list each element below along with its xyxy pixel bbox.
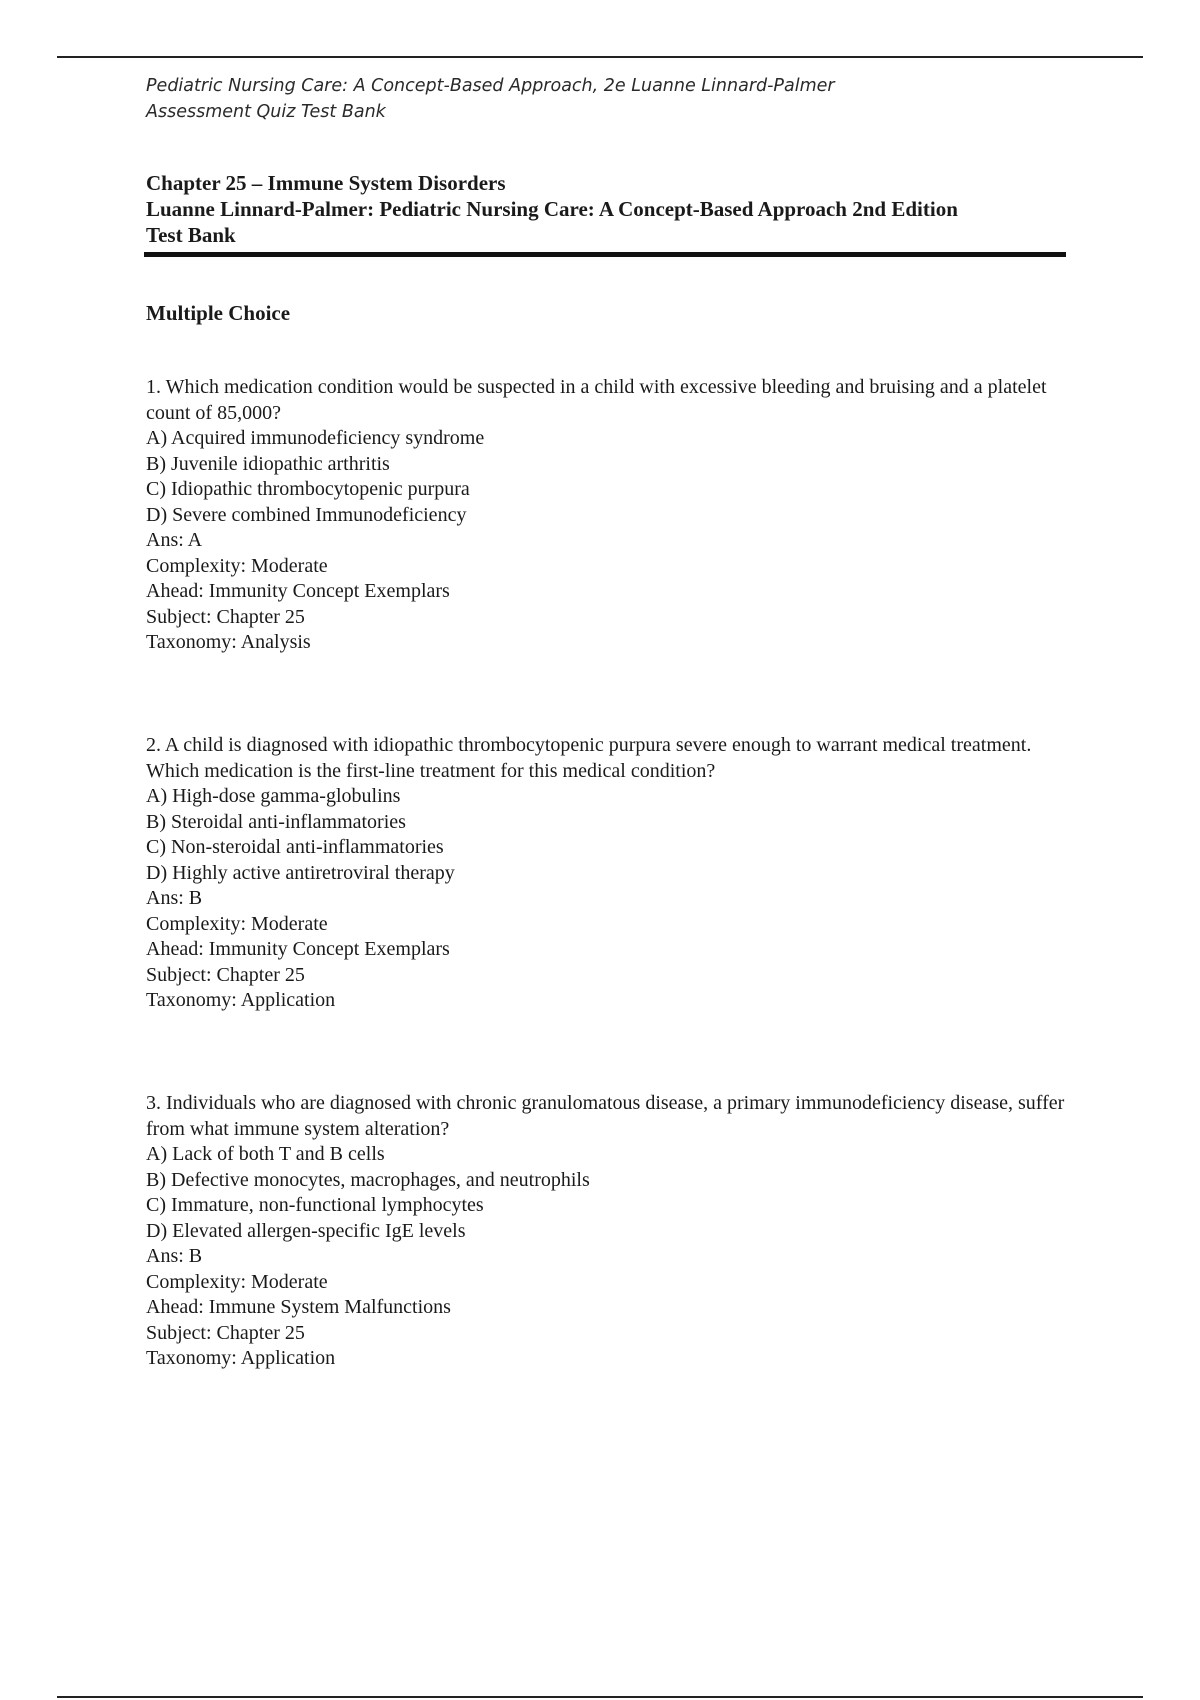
taxonomy: Taxonomy: Analysis	[146, 631, 311, 653]
option-a: A) Lack of both T and B cells	[146, 1143, 385, 1165]
section-heading: Multiple Choice	[146, 301, 291, 325]
title-divider	[144, 252, 1066, 257]
test-bank-label: Test Bank	[146, 223, 236, 247]
answer: Ans: B	[146, 887, 203, 909]
taxonomy: Taxonomy: Application	[146, 989, 336, 1011]
document-title	[146, 170, 1066, 248]
option-c: C) Non-steroidal anti-inflammatories	[146, 836, 444, 858]
chapter-title: Chapter 25 – Immune System Disorders	[146, 171, 506, 195]
ahead: Ahead: Immune System Malfunctions	[146, 1296, 451, 1318]
answer: Ans: B	[146, 1245, 203, 1267]
book-title: Luanne Linnard-Palmer: Pediatric Nursing Care: A Concept-Based Approach 2nd Edition	[146, 197, 958, 221]
option-d: D) Severe combined Immunodeficiency	[146, 503, 467, 526]
question-3	[146, 1091, 1086, 1372]
subject: Subject: Chapter 25	[146, 963, 305, 986]
subject: Subject: Chapter 25	[146, 605, 305, 628]
option-c: C) Immature, non-functional lymphocytes	[146, 1194, 484, 1216]
option-d: D) Highly active antiretroviral therapy	[146, 861, 455, 884]
option-c: C) Idiopathic thrombocytopenic purpura	[146, 478, 470, 500]
complexity: Complexity: Moderate	[146, 554, 328, 577]
top-divider	[57, 56, 1143, 58]
ahead: Ahead: Immunity Concept Exemplars	[146, 938, 450, 960]
question-stem: 2. A child is diagnosed with idiopathic thrombocytopenic purpura severe enough to warrant medical treatment. Which medication is the first-line treatment for this medical condition?	[146, 734, 1032, 782]
answer: Ans: A	[146, 529, 203, 551]
option-b: B) Juvenile idiopathic arthritis	[146, 452, 390, 475]
question-stem: 1. Which medication condition would be suspected in a child with excessive bleeding and bruising and a platelet count of 85,000?	[146, 376, 1047, 424]
running-header	[146, 73, 835, 125]
option-d: D) Elevated allergen-specific IgE levels	[146, 1219, 466, 1242]
ahead: Ahead: Immunity Concept Exemplars	[146, 580, 450, 602]
question-stem: 3. Individuals who are diagnosed with chronic granulomatous disease, a primary immunodeficiency disease, suffer from what immune system alteration?	[146, 1092, 1065, 1140]
complexity: Complexity: Moderate	[146, 912, 328, 935]
option-b: B) Defective monocytes, macrophages, and neutrophils	[146, 1168, 590, 1191]
option-a: A) Acquired immunodeficiency syndrome	[146, 427, 485, 449]
running-header-line-1: Pediatric Nursing Care: A Concept-Based Approach, 2e Luanne Linnard-Palmer	[146, 76, 835, 96]
taxonomy: Taxonomy: Application	[146, 1347, 336, 1369]
bottom-divider	[57, 1696, 1143, 1698]
subject: Subject: Chapter 25	[146, 1321, 305, 1344]
question-1	[146, 375, 1086, 656]
complexity: Complexity: Moderate	[146, 1270, 328, 1293]
option-a: A) High-dose gamma-globulins	[146, 785, 401, 807]
running-header-line-2: Assessment Quiz Test Bank	[146, 102, 386, 122]
question-2	[146, 733, 1086, 1014]
option-b: B) Steroidal anti-inflammatories	[146, 810, 406, 833]
